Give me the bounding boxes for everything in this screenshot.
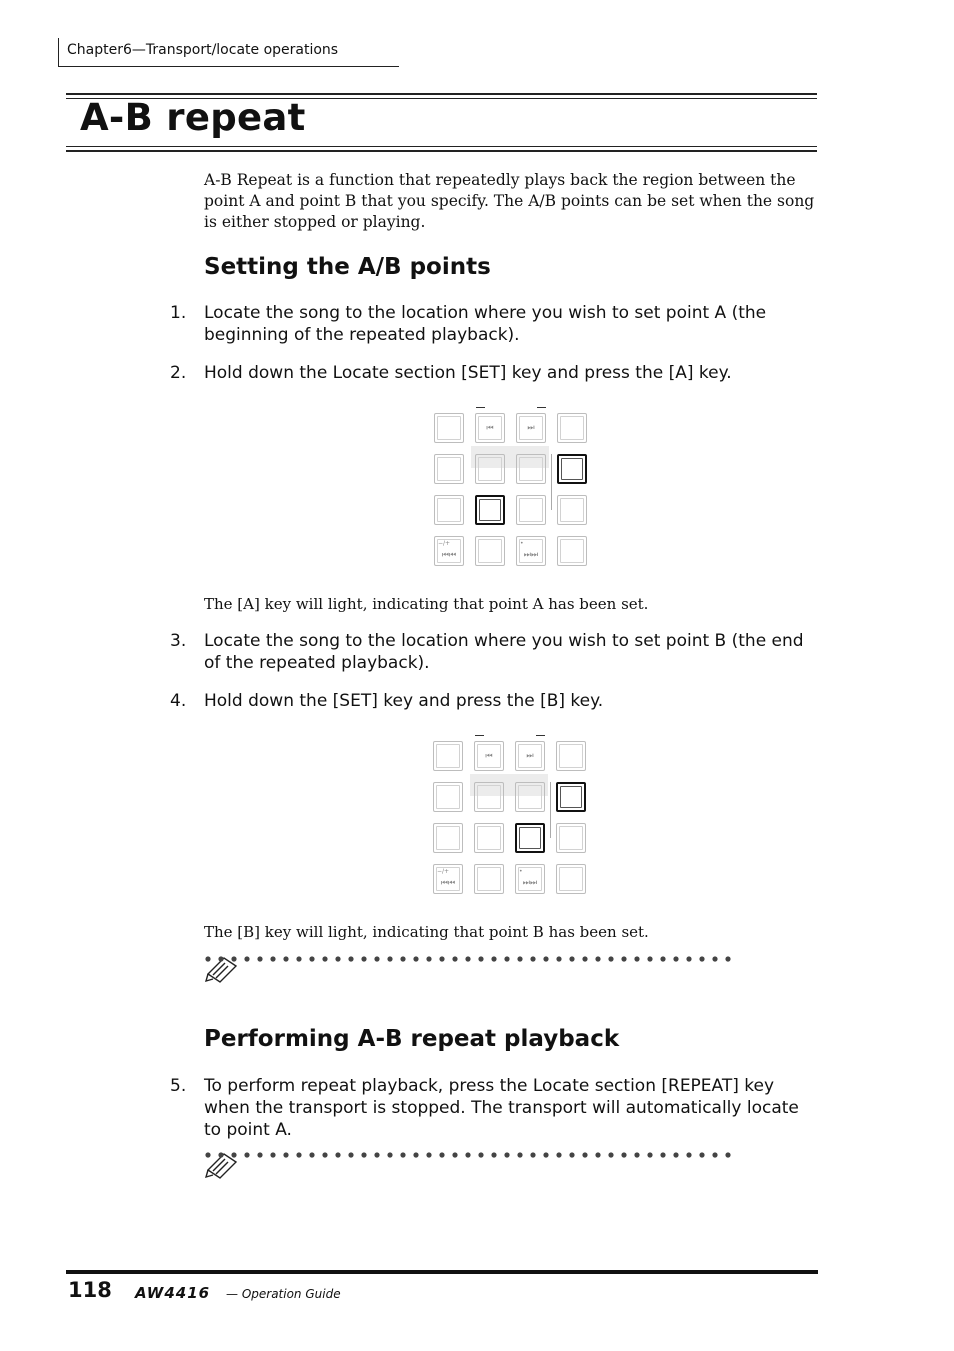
step-text: To perform repeat playback, press the Locate section [REPEAT] key when the transport is stopped. The transport will automatically locate to point A. [204, 1076, 799, 1140]
chapter-header: Chapter6—Transport/locate operations [67, 42, 339, 58]
minus-plus-label: −/+ [437, 868, 450, 875]
panel-key [474, 782, 504, 812]
panel-tick [536, 735, 545, 736]
step-item [170, 630, 816, 674]
step-text: Hold down the Locate section [SET] key and press the [A] key. [204, 363, 732, 383]
prev-key [475, 413, 505, 443]
panel-key [434, 495, 464, 525]
rew-key [433, 864, 463, 894]
footer-rule [66, 1270, 818, 1274]
set-key-lit [557, 454, 587, 484]
title-rule-bottom-thin [66, 146, 817, 147]
panel-key [474, 864, 504, 894]
dotted-leader [205, 1151, 740, 1159]
step-item [170, 362, 816, 384]
panel-key [516, 454, 546, 484]
page-title: A-B repeat [80, 96, 306, 139]
panel-key [556, 741, 586, 771]
page-number: 118 [68, 1278, 112, 1302]
next-key [515, 741, 545, 771]
minus-plus-label: −/+ [438, 540, 451, 547]
rew-icon: ⏮⏮ [441, 550, 457, 559]
panel-tick [476, 407, 485, 408]
dot-label: • [520, 540, 524, 547]
step-number: 5. [170, 1076, 187, 1096]
panel-key [557, 413, 587, 443]
set-key-lit [556, 782, 586, 812]
intro-paragraph: A-B Repeat is a function that repeatedly plays back the region between the point A and point B that you specify. The A/B points can be set when the song is either stopped or playing. [204, 171, 815, 231]
step-number: 3. [170, 631, 187, 651]
guide-title: — Operation Guide [226, 1287, 341, 1301]
panel-tick [475, 735, 484, 736]
step-text: Hold down the [SET] key and press the [B] key. [204, 691, 604, 711]
panel-key [557, 495, 587, 525]
panel-key [515, 782, 545, 812]
prev-icon: ⏮ [485, 751, 493, 760]
a-key [474, 823, 504, 853]
section-heading: Performing A-B repeat playback [204, 1026, 620, 1052]
b-key [516, 495, 546, 525]
next-icon: ⏭ [527, 423, 535, 432]
prev-icon: ⏮ [486, 423, 494, 432]
b-key-lit [515, 823, 545, 853]
rew-icon: ⏮⏮ [440, 878, 456, 887]
step-item [170, 1075, 816, 1141]
step-text: Locate the song to the location where you wish to set point A (the beginning of the repeated playback). [204, 303, 767, 345]
caption: The [A] key will light, indicating that point A has been set. [204, 595, 649, 613]
step-number: 2. [170, 363, 187, 383]
title-rule-bottom [66, 150, 817, 152]
step-item [170, 690, 816, 712]
step-item [170, 302, 816, 346]
panel-key [475, 454, 505, 484]
step-number: 4. [170, 691, 187, 711]
panel-key [556, 864, 586, 894]
prev-key [474, 741, 504, 771]
product-logo: AW4416 [135, 1284, 211, 1302]
note-row [205, 955, 805, 985]
caption: The [B] key will light, indicating that point B has been set. [204, 923, 649, 941]
panel-key [557, 536, 587, 566]
dotted-leader [205, 955, 740, 963]
panel-bracket [551, 454, 552, 510]
a-key-lit [475, 495, 505, 525]
panel-key [434, 413, 464, 443]
ffwd-icon: ⏭⏭ [523, 550, 539, 559]
panel-key [434, 454, 464, 484]
ffwd-key [515, 864, 545, 894]
step-number: 1. [170, 303, 187, 323]
rew-key [434, 536, 464, 566]
panel-key [556, 823, 586, 853]
locate-panel-diagram [432, 732, 592, 892]
title-rule-top [66, 93, 817, 95]
ffwd-key [516, 536, 546, 566]
step-text: Locate the song to the location where you wish to set point B (the end of the repeated playback). [204, 631, 804, 673]
panel-key [433, 741, 463, 771]
panel-key [433, 782, 463, 812]
dot-label: • [519, 868, 523, 875]
panel-key [433, 823, 463, 853]
section-heading: Setting the A/B points [204, 254, 491, 280]
panel-bracket [550, 782, 551, 838]
locate-panel-diagram [433, 404, 593, 564]
next-icon: ⏭ [526, 751, 534, 760]
note-row [205, 1151, 805, 1181]
next-key [516, 413, 546, 443]
panel-tick [537, 407, 546, 408]
ffwd-icon: ⏭⏭ [522, 878, 538, 887]
panel-key [475, 536, 505, 566]
